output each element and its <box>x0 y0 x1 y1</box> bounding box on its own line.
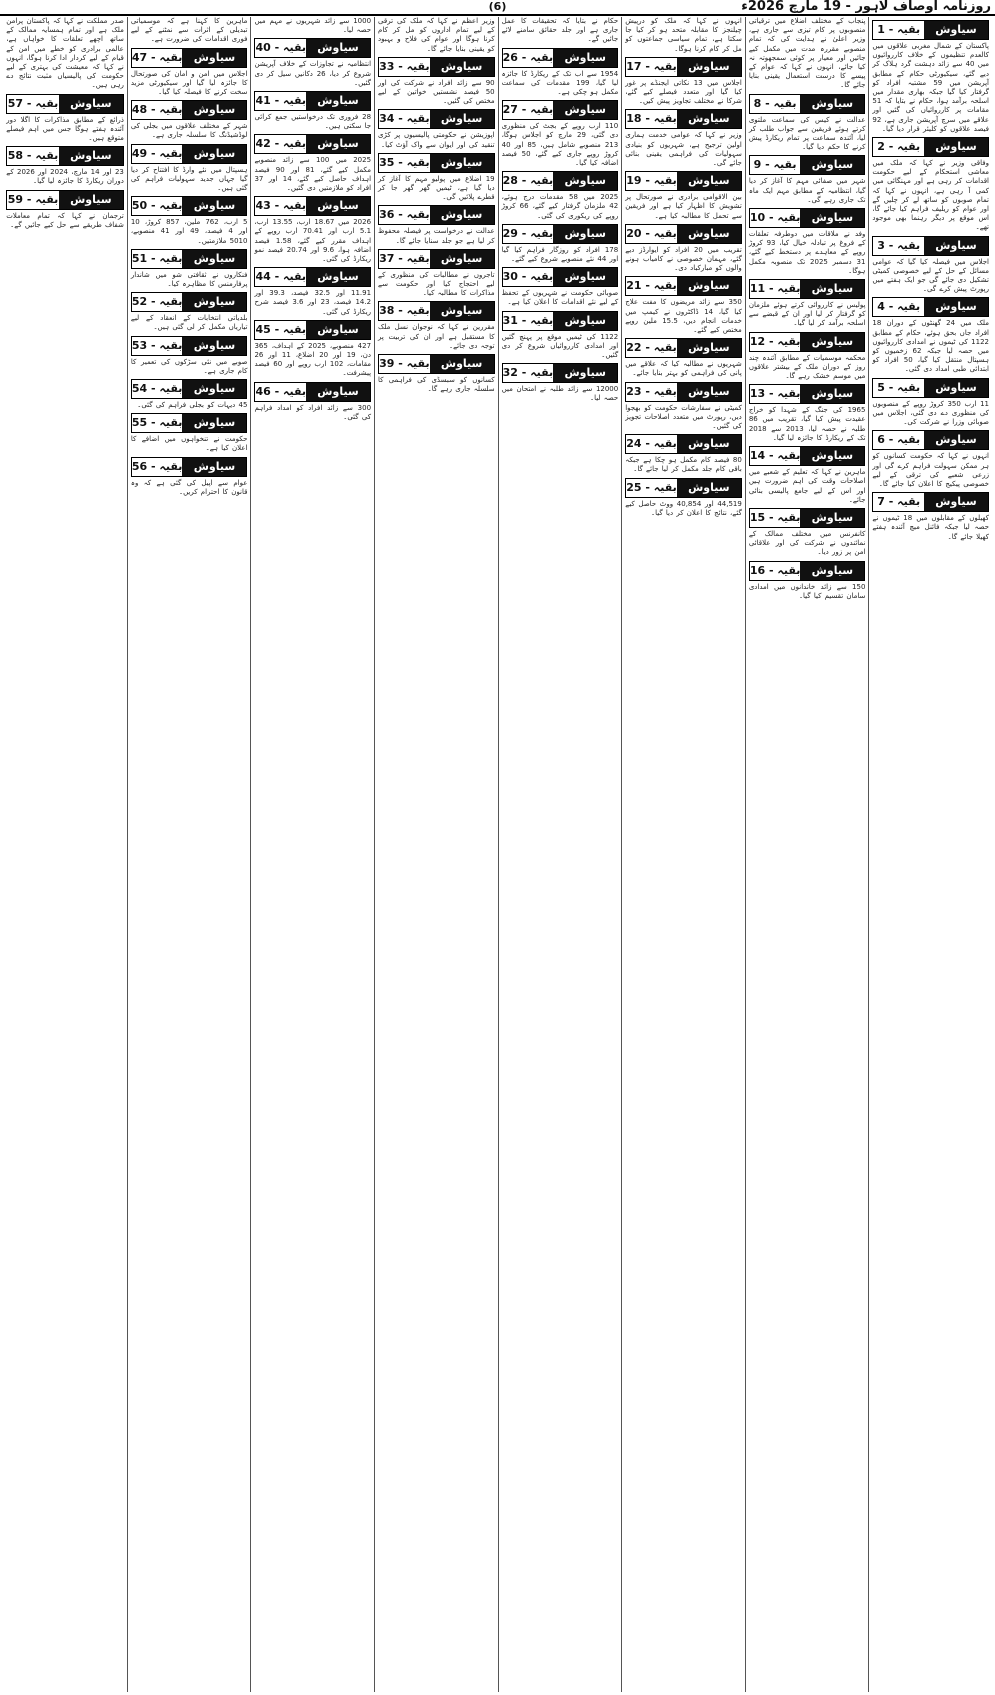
banner-label: سیاوش <box>430 110 494 128</box>
banner-label: سیاوش <box>800 385 864 403</box>
section-banner <box>872 492 989 512</box>
column-6 <box>250 17 374 1692</box>
banner-label: سیاوش <box>430 206 494 224</box>
article-text: ذرائع کے مطابق مذاکرات کا اگلا دور آئندہ ہفتے ہوگا جس میں اہم فیصلے متوقع ہیں۔ <box>6 115 124 143</box>
banner-continuation-number: بقیہ - 25 <box>626 479 677 497</box>
banner-continuation-number: بقیہ - 57 <box>7 95 59 113</box>
banner-continuation-number: بقیہ - 47 <box>132 49 183 67</box>
banner-label: سیاوش <box>59 191 123 209</box>
banner-label: سیاوش <box>182 414 246 432</box>
article-text: 11 ارب 350 کروڑ روپے کے منصوبوں کی منظوری دے دی گئی، اجلاس میں صوبائی وزرا نے شرکت کی۔ <box>872 399 989 427</box>
article-text: فنکاروں نے ثقافتی شو میں شاندار پرفارمنس کا مظاہرہ کیا۔ <box>130 270 248 289</box>
section-banner <box>872 137 989 157</box>
section-banner <box>6 94 124 114</box>
banner-label: سیاوش <box>182 458 246 476</box>
section-banner <box>749 508 866 528</box>
banner-label: سیاوش <box>182 101 246 119</box>
article-text: کھیلوں کے مقابلوں میں 18 ٹیموں نے حصہ لیا جبکہ فائنل میچ آئندہ ہفتے کھیلا جائے گا۔ <box>872 514 989 541</box>
section-banner <box>502 311 619 331</box>
banner-continuation-number: بقیہ - 50 <box>132 197 183 215</box>
article-text: 90 سے زائد افراد نے شرکت کی اور 50 فیصد نشستیں خواتین کے لیے مختص کی گئیں۔ <box>378 78 495 106</box>
article-text: 44,519 اور 40,854 ووٹ حاصل کیے گئے، نتائج کا اعلان کر دیا گیا۔ <box>625 499 742 517</box>
section-banner <box>502 100 619 120</box>
banner-label: سیاوش <box>430 302 494 320</box>
banner-label: سیاوش <box>924 21 988 39</box>
article-text: وفاقی وزیر نے کہا کہ ملک میں معاشی استحکام کے لیے حکومت اقدامات کر رہی ہے اور مہنگائی میں کمی آ رہی ہے، انہوں نے کہا کہ تمام صوبوں کو ساتھ لے کر چلیں گے اور عوام کو ریلیف فراہم کیا جائے گا، اس موقع پر دیگر رہنما بھی موجود تھے۔ <box>872 159 989 232</box>
article-text: 350 سے زائد مریضوں کا مفت علاج کیا گیا، 14 ڈاکٹروں نے کیمپ میں خدمات انجام دیں، 15.5 ملین روپے مختص کیے گئے۔ <box>625 298 742 335</box>
section-banner <box>872 20 989 40</box>
banner-continuation-number: بقیہ - 18 <box>626 110 677 128</box>
column-1 <box>868 17 992 1692</box>
banner-continuation-number: بقیہ - 17 <box>626 58 677 76</box>
article-text: 28 فروری تک درخواستیں جمع کرائی جا سکتی ہیں۔ <box>254 113 372 131</box>
banner-continuation-number: بقیہ - 8 <box>750 95 801 113</box>
column-3 <box>621 17 745 1692</box>
banner-label: سیاوش <box>553 364 617 382</box>
banner-continuation-number: بقیہ - 55 <box>132 414 183 432</box>
page-number: (6) <box>488 0 507 13</box>
article-text: تقریب میں 20 افراد کو ایوارڈز دیے گئے، مہمان خصوصی نے کامیاب ہونے والوں کو مبارکباد دی۔ <box>625 245 742 273</box>
article-text: 110 ارب روپے کے بجٹ کی منظوری دی گئی، 29 مارچ کو اجلاس ہوگا، 213 منصوبے شامل ہیں، 85 اور 40 کروڑ روپے جاری کیے گئے، 50 فیصد اضافہ کیا گیا۔ <box>501 122 619 168</box>
article-text: 300 سے زائد افراد کو امداد فراہم کی گئی۔ <box>254 403 372 421</box>
banner-continuation-number: بقیہ - 51 <box>132 250 183 268</box>
banner-label: سیاوش <box>553 172 617 190</box>
banner-continuation-number: بقیہ - 23 <box>626 383 677 401</box>
banner-label: سیاوش <box>430 154 494 172</box>
banner-continuation-number: بقیہ - 5 <box>873 379 924 397</box>
section-banner <box>749 155 866 175</box>
article-text: 1965 کی جنگ کے شہدا کو خراج عقیدت پیش کیا گیا، تقریب میں 86 طلبہ نے حصہ لیا، 2013 سے 2018 تک کے ریکارڈ کا جائزہ لیا گیا۔ <box>748 406 866 442</box>
banner-continuation-number: بقیہ - 4 <box>873 298 924 316</box>
section-banner <box>625 109 742 129</box>
banner-continuation-number: بقیہ - 56 <box>132 458 183 476</box>
section-banner <box>131 249 248 269</box>
section-banner <box>378 153 495 173</box>
article-text: تاجروں نے مطالبات کی منظوری کے لیے احتجاج کیا اور حکومت سے مذاکرات کا مطالبہ کیا۔ <box>378 270 495 298</box>
banner-continuation-number: بقیہ - 45 <box>255 321 306 339</box>
section-banner <box>625 57 742 77</box>
section-banner <box>502 267 619 287</box>
banner-continuation-number: بقیہ - 46 <box>255 383 306 401</box>
article-text: 19 اضلاع میں پولیو مہم کا آغاز کر دیا گیا ہے، ٹیمیں گھر گھر جا کر قطرے پلائیں گی۔ <box>378 174 495 202</box>
section-banner <box>749 208 866 228</box>
banner-label: سیاوش <box>924 298 988 316</box>
article-text: اجلاس میں 13 نکاتی ایجنڈے پر غور کیا گیا اور متعدد فیصلے کیے گئے، شرکا نے مختلف تجاویز پیش کیں۔ <box>625 78 742 106</box>
article-text: اجلاس میں فیصلہ کیا گیا کہ عوامی مسائل کے حل کے لیے خصوصی کمیٹی تشکیل دی جائے گی جو ایک ہفتے میں رپورٹ پیش کرے گی۔ <box>872 257 989 294</box>
banner-continuation-number: بقیہ - 24 <box>626 435 677 453</box>
article-text: پاکستان کے شمال مغربی علاقوں میں کالعدم تنظیموں کے خلاف کارروائیوں میں 40 سے زائد دہشت گرد ہلاک کر دیے گئے، سیکیورٹی حکام کے مطابق آپریشن میں 59 مشتبہ افراد کو گرفتار کیا گیا جبکہ بھاری مقدار میں اسلحہ برآمد ہوا، حکام نے بتایا کہ 51 مقامات پر کارروائیاں کی گئیں اور علاقے میں سرچ آپریشن جاری ہے، 92 فیصد علاقوں کو کلیئر قرار دیا گیا۔ <box>872 42 990 133</box>
banner-label: سیاوش <box>182 380 246 398</box>
banner-label: سیاوش <box>182 337 246 355</box>
article-text: ہسپتال میں نئے وارڈ کا افتتاح کر دیا گیا جہاں جدید سہولیات فراہم کی گئی ہیں۔ <box>130 165 248 193</box>
banner-continuation-number: بقیہ - 53 <box>132 337 183 355</box>
section-banner <box>254 382 371 402</box>
article-text: 80 فیصد کام مکمل ہو چکا ہے جبکہ باقی کام جلد مکمل کر لیا جائے گا۔ <box>625 456 742 474</box>
banner-continuation-number: بقیہ - 49 <box>132 145 183 163</box>
banner-label: سیاوش <box>553 268 617 286</box>
article-text: مقررین نے کہا کہ نوجوان نسل ملک کا مستقبل ہے اور ان کی تربیت پر توجہ دی جائے۔ <box>378 323 495 350</box>
article-text: 427 منصوبے، 2025 کے اہداف، 365 دن، 19 اور 20 اضلاع، 11 اور 26 مقامات، 102 ارب روپے اور 60 فیصد پیشرفت۔ <box>254 341 372 378</box>
article-text: ماہرین کا کہنا ہے کہ موسمیاتی تبدیلی کے اثرات سے نمٹنے کے لیے فوری اقدامات کی ضرورت ہے۔ <box>130 17 248 44</box>
article-text: 5 ارب، 762 ملین، 857 کروڑ، 10 اور 4 فیصد، 49 اور 41 منصوبے، 5010 ملازمتیں۔ <box>130 218 248 245</box>
banner-label: سیاوش <box>306 39 370 57</box>
section-banner <box>254 320 371 340</box>
article-text: 23 اور 14 مارچ، 2024 اور 2026 کے دوران ریکارڈ کا جائزہ لیا گیا۔ <box>6 168 124 186</box>
section-banner <box>131 336 248 356</box>
section-banner <box>625 338 742 358</box>
column-4 <box>498 17 622 1692</box>
article-text: کانفرنس میں مختلف ممالک کے نمائندوں نے شرکت کی اور علاقائی امن پر زور دیا۔ <box>748 529 866 557</box>
section-banner <box>6 190 124 210</box>
section-banner <box>625 434 742 454</box>
banner-continuation-number: بقیہ - 2 <box>873 138 924 156</box>
banner-label: سیاوش <box>306 197 370 215</box>
banner-label: سیاوش <box>677 435 741 453</box>
column-8 <box>3 17 127 1692</box>
article-text: صوبے میں نئی سڑکوں کی تعمیر کا کام جاری ہے۔ <box>130 357 248 375</box>
section-banner <box>378 109 495 129</box>
article-text: 11.91 اور 32.5 فیصد، 39.3 اور 14.2 فیصد، 23 اور 3.6 فیصد شرح ریکارڈ کی گئی۔ <box>254 289 372 316</box>
article-text: وزیر اعظم نے کہا کہ ملک کی ترقی کے لیے تمام اداروں کو مل کر کام کرنا ہوگا اور عوام کی فلاح و بہبود کو یقینی بنایا جائے گا۔ <box>378 17 495 53</box>
banner-continuation-number: بقیہ - 28 <box>503 172 554 190</box>
banner-continuation-number: بقیہ - 54 <box>132 380 183 398</box>
article-text: وفد نے ملاقات میں دوطرفہ تعلقات کے فروغ پر تبادلہ خیال کیا، 93 کروڑ روپے کے معاہدے پر دستخط کیے گئے، 31 دسمبر 2025 تک منصوبہ مکمل ہوگا۔ <box>748 230 866 275</box>
masthead <box>0 0 995 16</box>
article-text: کسانوں کو سبسڈی کی فراہمی کا سلسلہ جاری رہے گا۔ <box>378 376 495 394</box>
banner-continuation-number: بقیہ - 42 <box>255 135 306 153</box>
article-text: 150 سے زائد خاندانوں میں امدادی سامان تقسیم کیا گیا۔ <box>748 582 866 600</box>
banner-continuation-number: بقیہ - 44 <box>255 268 306 286</box>
section-banner <box>502 224 619 244</box>
banner-continuation-number: بقیہ - 3 <box>873 237 924 255</box>
article-text: شہر کے مختلف علاقوں میں بجلی کی لوڈشیڈنگ کا سلسلہ جاری ہے۔ <box>130 122 248 140</box>
article-text: 1954 سے اب تک کے ریکارڈ کا جائزہ لیا گیا، 199 مقدمات کی سماعت مکمل ہو چکی ہے۔ <box>501 69 619 97</box>
banner-label: سیاوش <box>677 383 741 401</box>
banner-continuation-number: بقیہ - 59 <box>7 191 59 209</box>
banner-label: سیاوش <box>553 225 617 243</box>
article-text: عدالت نے درخواست پر فیصلہ محفوظ کر لیا ہے جو جلد سنایا جائے گا۔ <box>378 227 495 245</box>
banner-label: سیاوش <box>59 147 123 165</box>
banner-continuation-number: بقیہ - 13 <box>750 385 801 403</box>
article-text: 178 افراد کو روزگار فراہم کیا گیا اور 44 نئے منصوبے شروع کیے گئے۔ <box>501 245 619 264</box>
section-banner <box>749 94 866 114</box>
banner-label: سیاوش <box>800 209 864 227</box>
banner-continuation-number: بقیہ - 1 <box>873 21 924 39</box>
section-banner <box>378 57 495 77</box>
banner-label: سیاوش <box>800 280 864 298</box>
section-banner <box>131 413 248 433</box>
section-banner <box>872 378 989 398</box>
banner-continuation-number: بقیہ - 21 <box>626 277 677 295</box>
section-banner <box>872 297 989 317</box>
banner-continuation-number: بقیہ - 9 <box>750 156 801 174</box>
banner-label: سیاوش <box>182 293 246 311</box>
banner-continuation-number: بقیہ - 34 <box>379 110 430 128</box>
banner-label: سیاوش <box>677 277 741 295</box>
column-2 <box>745 17 869 1692</box>
banner-continuation-number: بقیہ - 20 <box>626 225 677 243</box>
section-banner <box>131 379 248 399</box>
article-text: صدر مملکت نے کہا کہ پاکستان پرامن ملک ہے اور تمام ہمسایہ ممالک کے ساتھ اچھے تعلقات کا خواہاں ہے، عالمی برادری کو خطے میں امن کے قیام کے لیے کردار ادا کرنا ہوگا، انہوں نے کہا کہ معیشت کی بہتری کے لیے حکومت کی پالیسیاں مثبت نتائج دے رہی ہیں۔ <box>6 17 124 90</box>
banner-continuation-number: بقیہ - 41 <box>255 92 306 110</box>
banner-label: سیاوش <box>430 58 494 76</box>
article-text: 45 دیہات کو بجلی فراہم کی گئی۔ <box>137 401 248 410</box>
banner-continuation-number: بقیہ - 12 <box>750 333 801 351</box>
section-banner <box>378 205 495 225</box>
section-banner <box>749 279 866 299</box>
article-text: انتظامیہ نے تجاوزات کے خلاف آپریشن شروع کر دیا، 26 دکانیں سیل کر دی گئیں۔ <box>254 60 372 87</box>
article-text: 2026 میں 18.67 ارب، 13.55 ارب، 5.1 ارب اور 70.41 ارب روپے کے اہداف مقرر کیے گئے، 1.58 فیصد اضافہ ہوا، 9.6 اور 20.74 فیصد نمو ریکارڈ کی گئی۔ <box>254 218 372 264</box>
section-banner <box>254 134 371 154</box>
banner-continuation-number: بقیہ - 35 <box>379 154 430 172</box>
article-text: ماہرین نے کہا کہ تعلیم کے شعبے میں اصلاحات وقت کی اہم ضرورت ہیں اور اس کے لیے جامع پالیسی بنائی جائے۔ <box>748 468 866 504</box>
article-text: ترجمان نے کہا کہ تمام معاملات شفاف طریقے سے حل کیے جائیں گے۔ <box>6 211 124 229</box>
banner-label: سیاوش <box>800 509 864 527</box>
section-banner <box>502 363 619 383</box>
banner-continuation-number: بقیہ - 11 <box>750 280 801 298</box>
article-text: عدالت نے کیس کی سماعت ملتوی کرتے ہوئے فریقین سے جواب طلب کر لیا، آئندہ سماعت پر تمام ریکارڈ پیش کرنے کا حکم دیا گیا۔ <box>748 115 866 152</box>
masthead-title: روزنامہ اوصاف لاہور - 19 مارچ 2026ء <box>741 0 991 14</box>
banner-label: سیاوش <box>800 156 864 174</box>
banner-label: سیاوش <box>182 145 246 163</box>
section-banner <box>749 332 866 352</box>
banner-continuation-number: بقیہ - 6 <box>873 431 924 449</box>
section-banner <box>254 196 371 216</box>
section-banner <box>872 236 989 256</box>
article-text: حکام نے بتایا کہ تحقیقات کا عمل جاری ہے اور جلد حقائق سامنے لائے جائیں گے۔ <box>501 17 619 44</box>
banner-label: سیاوش <box>924 493 988 511</box>
banner-label: سیاوش <box>677 172 741 190</box>
section-banner <box>378 301 495 321</box>
banner-label: سیاوش <box>430 355 494 373</box>
article-text: 12000 سے زائد طلبہ نے امتحان میں حصہ لیا۔ <box>501 385 619 403</box>
section-banner <box>625 276 742 296</box>
banner-continuation-number: بقیہ - 31 <box>503 312 554 330</box>
banner-label: سیاوش <box>800 333 864 351</box>
section-banner <box>749 561 866 581</box>
article-text: 1000 سے زائد شہریوں نے مہم میں حصہ لیا۔ <box>254 17 372 35</box>
banner-label: سیاوش <box>677 225 741 243</box>
newspaper-page <box>3 17 992 1692</box>
section-banner <box>254 38 371 58</box>
article-text: وزیر نے کہا کہ عوامی خدمت ہماری اولین ترجیح ہے، شہریوں کو بنیادی سہولیات کی فراہمی یقینی بنائی جائے گی۔ <box>625 131 742 168</box>
banner-continuation-number: بقیہ - 36 <box>379 206 430 224</box>
banner-label: سیاوش <box>553 101 617 119</box>
article-text: بلدیاتی انتخابات کے انعقاد کے لیے تیاریاں مکمل کر لی گئی ہیں۔ <box>130 314 248 332</box>
banner-label: سیاوش <box>924 237 988 255</box>
banner-label: سیاوش <box>924 431 988 449</box>
banner-label: سیاوش <box>306 135 370 153</box>
banner-continuation-number: بقیہ - 48 <box>132 101 183 119</box>
section-banner <box>131 48 248 68</box>
banner-continuation-number: بقیہ - 32 <box>503 364 554 382</box>
banner-continuation-number: بقیہ - 29 <box>503 225 554 243</box>
article-text: پولیس نے کارروائی کرتے ہوئے ملزمان کو گرفتار کر لیا اور ان کے قبضے سے اسلحہ برآمد کر لیا گیا۔ <box>748 301 866 328</box>
section-banner <box>378 249 495 269</box>
banner-continuation-number: بقیہ - 16 <box>750 562 801 580</box>
banner-continuation-number: بقیہ - 7 <box>873 493 924 511</box>
article-text: حکومت نے تنخواہوں میں اضافے کا اعلان کیا ہے۔ <box>130 435 248 453</box>
section-banner <box>254 267 371 287</box>
article-text: ملک میں 24 گھنٹوں کے دوران 18 افراد جاں بحق ہوئے، حکام کے مطابق 1122 کی ٹیموں نے امدادی کارروائیوں میں حصہ لیا جبکہ 62 زخمیوں کو ہسپتال منتقل کیا گیا، 50 افراد کو ابتدائی طبی امداد دی گئی۔ <box>872 319 990 374</box>
banner-continuation-number: بقیہ - 58 <box>7 147 59 165</box>
section-banner <box>131 100 248 120</box>
banner-label: سیاوش <box>553 312 617 330</box>
section-banner <box>625 224 742 244</box>
article-text: شہریوں نے مطالبہ کیا کہ علاقے میں پانی کی فراہمی کو بہتر بنایا جائے۔ <box>625 360 742 378</box>
banner-continuation-number: بقیہ - 30 <box>503 268 554 286</box>
section-banner <box>625 478 742 498</box>
section-banner <box>131 292 248 312</box>
banner-label: سیاوش <box>677 58 741 76</box>
banner-continuation-number: بقیہ - 19 <box>626 172 677 190</box>
banner-continuation-number: بقیہ - 14 <box>750 447 801 465</box>
banner-label: سیاوش <box>924 379 988 397</box>
banner-label: سیاوش <box>800 447 864 465</box>
banner-label: سیاوش <box>182 250 246 268</box>
banner-label: سیاوش <box>59 95 123 113</box>
article-text: بین الاقوامی برادری نے صورتحال پر تشویش کا اظہار کیا ہے اور فریقین سے تحمل کا مطالبہ کیا ہے۔ <box>625 193 742 220</box>
article-text: عوام سے اپیل کی گئی ہے کہ وہ قانون کا احترام کریں۔ <box>130 478 248 496</box>
banner-label: سیاوش <box>306 321 370 339</box>
section-banner <box>131 144 248 164</box>
article-text: 2025 میں 100 سے زائد منصوبے مکمل کیے گئے، 81 اور 90 فیصد اہداف حاصل کیے گئے، 14 اور 37 افراد کو ملازمتیں دی گئیں۔ <box>254 156 372 193</box>
section-banner <box>502 171 619 191</box>
banner-label: سیاوش <box>306 383 370 401</box>
article-text: انہوں نے کہا کہ ملک کو درپیش چیلنجز کا مقابلہ متحد ہو کر کیا جا سکتا ہے، تمام سیاسی جماعتوں کو مل کر کام کرنا ہوگا۔ <box>625 17 742 53</box>
banner-continuation-number: بقیہ - 33 <box>379 58 430 76</box>
column-7 <box>127 17 251 1692</box>
article-text: 2025 میں 58 مقدمات درج ہوئے، 42 ملزمان گرفتار کیے گئے، 66 کروڑ روپے کی ریکوری کی گئی۔ <box>501 193 619 220</box>
banner-label: سیاوش <box>677 479 741 497</box>
banner-continuation-number: بقیہ - 22 <box>626 339 677 357</box>
section-banner <box>378 354 495 374</box>
banner-continuation-number: بقیہ - 10 <box>750 209 801 227</box>
banner-label: سیاوش <box>553 49 617 67</box>
section-banner <box>6 146 124 166</box>
section-banner <box>625 382 742 402</box>
section-banner <box>749 446 866 466</box>
banner-label: سیاوش <box>306 92 370 110</box>
section-banner <box>502 48 619 68</box>
article-text: اجلاس میں امن و امان کی صورتحال کا جائزہ لیا گیا اور سیکیورٹی مزید سخت کرنے کا فیصلہ کیا گیا۔ <box>130 69 248 97</box>
section-banner <box>872 430 989 450</box>
section-banner <box>131 457 248 477</box>
banner-continuation-number: بقیہ - 43 <box>255 197 306 215</box>
banner-label: سیاوش <box>924 138 988 156</box>
banner-label: سیاوش <box>677 339 741 357</box>
banner-label: سیاوش <box>677 110 741 128</box>
article-text: 1122 کی ٹیمیں موقع پر پہنچ گئیں اور امدادی کارروائیاں شروع کر دی گئیں۔ <box>501 332 619 360</box>
banner-continuation-number: بقیہ - 38 <box>379 302 430 320</box>
banner-label: سیاوش <box>306 268 370 286</box>
section-banner <box>749 384 866 404</box>
article-text: شہر میں صفائی مہم کا آغاز کر دیا گیا، انتظامیہ کے مطابق مہم ایک ماہ تک جاری رہے گی۔ <box>748 177 866 204</box>
banner-continuation-number: بقیہ - 27 <box>503 101 554 119</box>
article-text: انہوں نے کہا کہ حکومت کسانوں کو ہر ممکن سہولت فراہم کرے گی اور زرعی شعبے کی ترقی کے لیے خصوصی پیکیج کا اعلان کیا جائے گا۔ <box>872 452 989 488</box>
section-banner <box>625 171 742 191</box>
banner-continuation-number: بقیہ - 15 <box>750 509 801 527</box>
banner-label: سیاوش <box>430 250 494 268</box>
banner-label: سیاوش <box>800 95 864 113</box>
banner-label: سیاوش <box>800 562 864 580</box>
article-text: صوبائی حکومت نے شہریوں کے تحفظ کے لیے نئے اقدامات کا اعلان کیا ہے۔ <box>501 289 619 307</box>
article-text: اپوزیشن نے حکومتی پالیسیوں پر کڑی تنقید کی اور ایوان سے واک آؤٹ کیا۔ <box>378 131 495 149</box>
section-banner <box>254 91 371 111</box>
banner-label: سیاوش <box>182 49 246 67</box>
banner-continuation-number: بقیہ - 39 <box>379 355 430 373</box>
article-text: کمیٹی نے سفارشات حکومت کو بھجوا دیں، رپورٹ میں متعدد اصلاحات تجویز کی گئیں۔ <box>625 403 742 431</box>
article-text: پنجاب کے مختلف اضلاع میں ترقیاتی منصوبوں پر کام تیزی سے جاری ہے، وزیر اعلیٰ نے ہدایت کی کہ تمام منصوبے مقررہ مدت میں مکمل کیے جائیں اور معیار پر کوئی سمجھوتہ نہ کیا جائے، انہوں نے کہا کہ عوام کے پیسے کا درست استعمال یقینی بنایا جائے گا۔ <box>748 17 866 90</box>
section-banner <box>131 196 248 216</box>
banner-label: سیاوش <box>182 197 246 215</box>
banner-continuation-number: بقیہ - 26 <box>503 49 554 67</box>
banner-continuation-number: بقیہ - 52 <box>132 293 183 311</box>
banner-continuation-number: بقیہ - 37 <box>379 250 430 268</box>
column-5 <box>374 17 498 1692</box>
banner-continuation-number: بقیہ - 40 <box>255 39 306 57</box>
article-text: محکمہ موسمیات کے مطابق آئندہ چند روز کے دوران ملک کے بیشتر علاقوں میں موسم خشک رہے گا۔ <box>748 353 866 381</box>
